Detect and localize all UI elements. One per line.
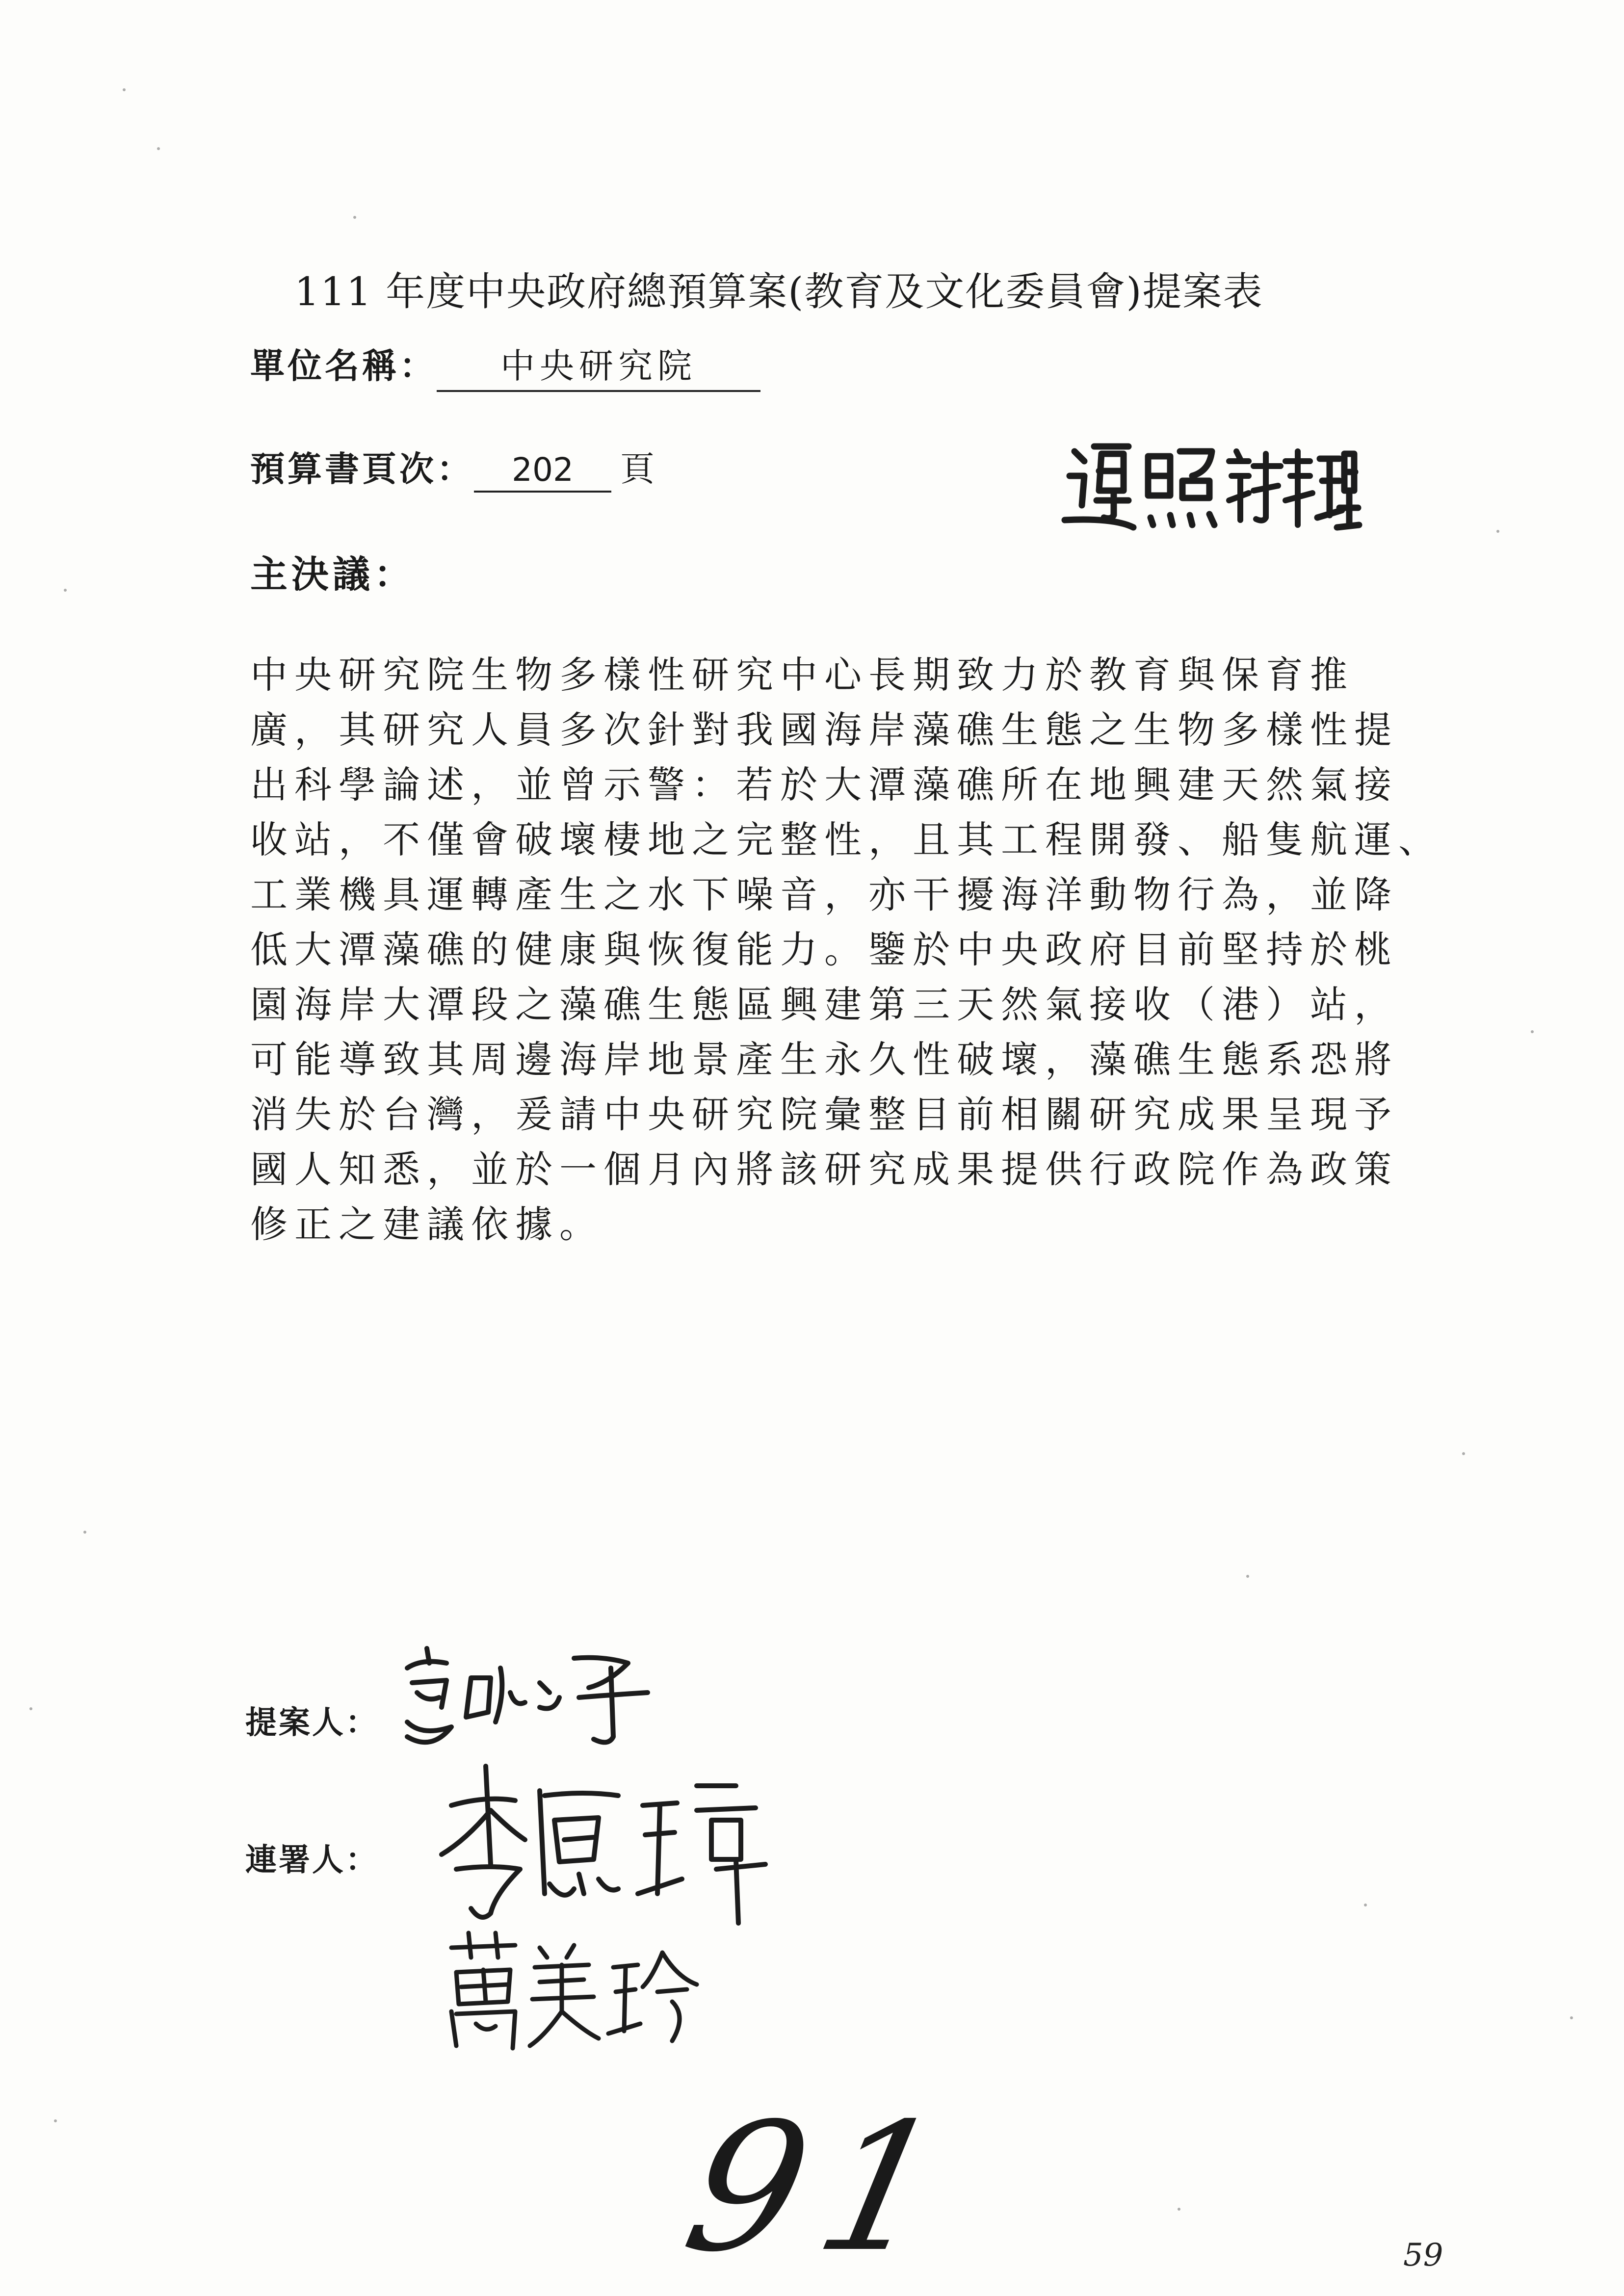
- scan-speck: [54, 2119, 57, 2122]
- cosigner-signature-2: [442, 1928, 716, 2056]
- budget-page-value: 202: [474, 451, 611, 493]
- page-number: 59: [1403, 2237, 1443, 2273]
- scan-speck: [1178, 2208, 1180, 2211]
- body-line: 消失於台灣，爰請中央研究院彙整目前相關研究成果呈現予: [250, 1093, 1398, 1136]
- scan-speck: [1462, 1452, 1465, 1455]
- body-line: 修正之建議依據。: [250, 1202, 603, 1246]
- budget-page-unit: 頁: [620, 449, 655, 489]
- scan-speck: [157, 147, 160, 150]
- scan-speck: [1364, 1904, 1367, 1906]
- unit-name-row: [250, 339, 760, 392]
- body-line: 出科學論述，並曾示警：若於大潭藻礁所在地興建天然氣接: [250, 763, 1398, 807]
- body-line: 中央研究院生物多樣性研究中心長期致力於教育與保育推: [250, 653, 1354, 697]
- cosigner-label: 連署人：: [245, 1842, 379, 1879]
- main-resolution-heading: 主決議：: [250, 552, 415, 596]
- body-line: 園海岸大潭段之藻礁生態區興建第三天然氣接收（港）站，: [250, 983, 1398, 1026]
- body-line: 可能導致其周邊海岸地景產生永久性破壞，藻礁生態系恐將: [250, 1038, 1398, 1081]
- proposer-signature: [393, 1639, 667, 1756]
- body-line: 廣，其研究人員多次針對我國海岸藻礁生態之生物多樣性提: [250, 708, 1398, 752]
- document-title: 111 年度中央政府總預算案(教育及文化委員會)提案表: [294, 269, 1263, 314]
- scan-speck: [64, 589, 67, 592]
- scan-speck: [1496, 530, 1499, 533]
- body-line: 國人知悉，並於一個月內將該研究成果提供行政院作為政策: [250, 1148, 1398, 1191]
- budget-page-row: [250, 442, 655, 493]
- scan-speck: [353, 216, 356, 219]
- scan-speck: [83, 1531, 86, 1534]
- annotation-ink: [1055, 432, 1359, 540]
- cosigner-signature-1: [422, 1747, 795, 1933]
- scan-speck: [1531, 1030, 1534, 1033]
- handwritten-annotation: [1055, 432, 1359, 540]
- unit-name-value: 中央研究院: [437, 339, 760, 392]
- body-line: 工業機具運轉產生之水下噪音，亦干擾海洋動物行為，並降: [250, 873, 1398, 916]
- body-line: 低大潭藻礁的健康與恢復能力。鑒於中央政府目前堅持於桃: [250, 928, 1398, 971]
- scan-speck: [1570, 2016, 1573, 2019]
- unit-name-label: 單位名稱：: [250, 345, 437, 386]
- scan-speck: [1246, 1575, 1249, 1578]
- resolution-body: [250, 648, 1442, 1252]
- scan-speck: [123, 88, 126, 91]
- budget-page-label: 預算書頁次：: [250, 448, 474, 489]
- handwritten-number: 91: [670, 2085, 978, 2291]
- proposer-label: 提案人：: [245, 1704, 379, 1741]
- scan-speck: [29, 1707, 32, 1710]
- body-line: 收站，不僅會破壞棲地之完整性，且其工程開發、船隻航運、: [250, 818, 1442, 861]
